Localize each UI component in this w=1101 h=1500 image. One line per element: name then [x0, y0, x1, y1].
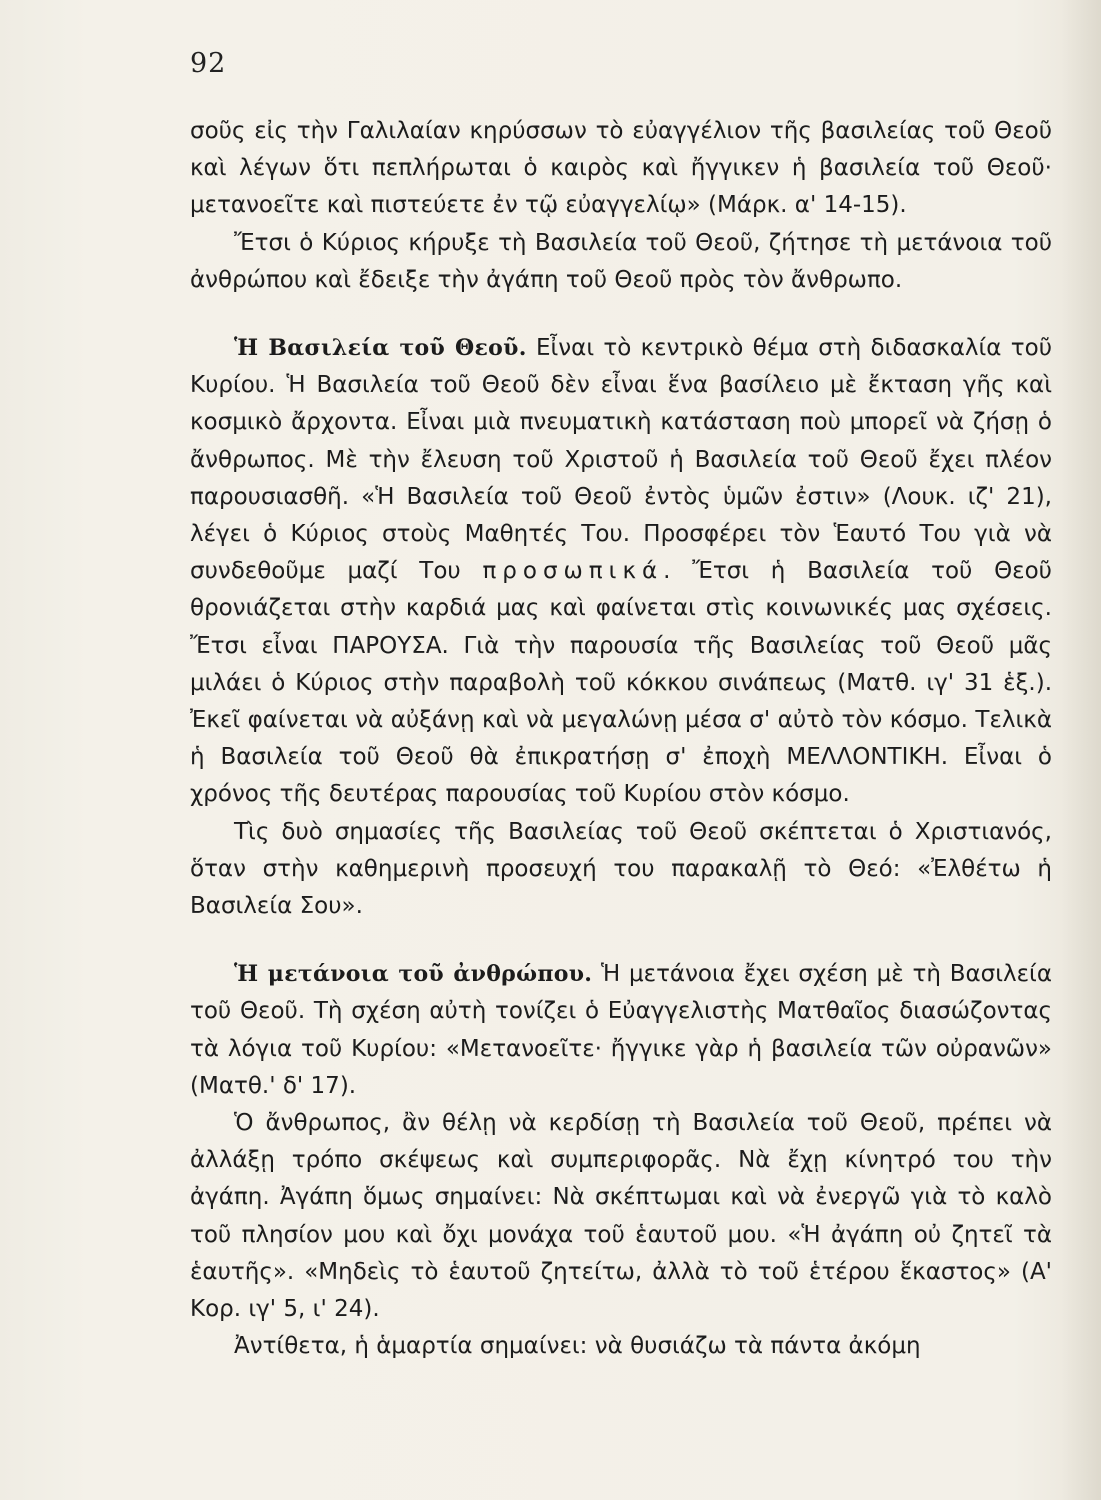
- page-body: [190, 113, 1052, 1366]
- section-kingdom: [190, 330, 1052, 814]
- section-title-repentance: Ἡ μετάνοια τοῦ ἀνθρώπου.: [234, 961, 593, 988]
- section-repentance-text: Ἡ μετάνοια ἔχει σχέση μὲ τὴ Βασιλεία τοῦ Θεοῦ. Τὴ σχέση αὐτὴ τονίζει ὁ Εὐαγγελιστὴς Ματθαῖος διασώζοντας τὰ λόγια τοῦ Κυρίου: «Μετανοεῖτε· ἤγγικε γὰρ ἡ βασιλεία τῶν οὐρανῶν» (Ματθ.' δ' 17).: [190, 961, 1052, 1099]
- section-title-kingdom: Ἡ Βασιλεία τοῦ Θεοῦ.: [234, 335, 527, 362]
- paragraph-two-meanings: Τὶς δυὸ σημασίες τῆς Βασιλείας τοῦ Θεοῦ σκέπτεται ὁ Χριστιανός, ὅταν στὴν καθημερινὴ προσευχή του παρακαλῇ τὸ Θεό: «Ἐλθέτω ἡ Βασιλεία Σου».: [190, 818, 1052, 920]
- section-gap: [190, 925, 1052, 956]
- paragraph-love: Ὁ ἄνθρωπος, ἂν θέλῃ νὰ κερδίσῃ τὴ Βασιλεία τοῦ Θεοῦ, πρέπει νὰ ἀλλάξῃ τρόπο σκέψεως καὶ συμπεριφορᾶς. Νὰ ἔχῃ κίνητρό του τὴν ἀγάπη. Ἀγάπη ὅμως σημαίνει: Νὰ σκέπτωμαι καὶ νὰ ἐνεργῶ γιὰ τὸ καλὸ τοῦ πλησίον μου καὶ ὄχι μονάχα τοῦ ἑαυτοῦ μου. «Ἡ ἀγάπη οὐ ζητεῖ τὰ ἑαυτῆς». «Μηδεὶς τὸ ἑαυτοῦ ζητείτω, ἀλλὰ τὸ τοῦ ἑτέρου ἕκαστος» (Α' Κορ. ιγ' 5, ι' 24).: [190, 1110, 1052, 1323]
- paragraph-continuation: σοῦς εἰς τὴν Γαλιλαίαν κηρύσσων τὸ εὐαγγέλιον τῆς βασιλείας τοῦ Θεοῦ καὶ λέγων ὅτι πεπλήρωται ὁ καιρὸς καὶ ἤγγικεν ἡ βασιλεία τοῦ Θεοῦ· μετανοεῖτε καὶ πιστεύετε ἐν τῷ εὐαγγελίῳ» (Μάρκ. α' 14-15).: [190, 118, 1052, 219]
- paragraph-summary: Ἔτσι ὁ Κύριος κήρυξε τὴ Βασιλεία τοῦ Θεοῦ, ζήτησε τὴ μετάνοια τοῦ ἀνθρώπου καὶ ἔδειξε τὴν ἀγάπη τοῦ Θεοῦ πρὸς τὸν ἄνθρωπο.: [190, 229, 1052, 293]
- paragraph-sin: Ἀντίθετα, ἡ ἁμαρτία σημαίνει: νὰ θυσιάζω τὰ πάντα ἀκόμη: [234, 1333, 921, 1360]
- section-gap: [190, 299, 1052, 330]
- page-number: 92: [190, 48, 227, 79]
- section-kingdom-text-b: . Ἔτσι ἡ Βασιλεία τοῦ Θεοῦ θρονιάζεται στὴν καρδιά μας καὶ φαίνεται στὶς κοινωνικές μας σχέσεις. Ἔτσι εἶναι ΠΑΡΟΥΣΑ. Γιὰ τὴν παρουσία τῆς Βασιλείας τοῦ Θεοῦ μᾶς μιλάει ὁ Κύριος στὴν παραβολὴ τοῦ κόκκου σινάπεως (Ματθ. ιγ' 31 ἑξ.). Ἐκεῖ φαίνεται νὰ αὐξάνῃ καὶ νὰ μεγαλώνῃ μέσα σ' αὐτὸ τὸν κόσμο. Τελικὰ ἡ Βασιλεία τοῦ Θεοῦ θὰ ἐπικρατήσῃ σ' ἐποχὴ ΜΕΛΛΟΝΤΙΚΗ. Εἶναι ὁ χρόνος τῆς δευτέρας παρουσίας τοῦ Κυρίου στὸν κόσμο.: [190, 558, 1052, 808]
- section-kingdom-spaced-word: προσωπικά: [482, 558, 664, 585]
- section-repentance: [190, 956, 1052, 1105]
- section-kingdom-text-a: Εἶναι τὸ κεντρικὸ θέμα στὴ διδασκαλία τοῦ Κυρίου. Ἡ Βασιλεία τοῦ Θεοῦ δὲν εἶναι ἕνα βασίλειο μὲ ἔκταση γῆς καὶ κοσμικὸ ἄρχοντα. Εἶναι μιὰ πνευματικὴ κατάσταση ποὺ μπορεῖ νὰ ζήσῃ ὁ ἄνθρωπος. Μὲ τὴν ἔλευση τοῦ Χριστοῦ ἡ Βασιλεία τοῦ Θεοῦ ἔχει πλέον παρουσιασθῆ. «Ἡ Βασιλεία τοῦ Θεοῦ ἐντὸς ὑμῶν ἐστιν» (Λουκ. ιζ' 21), λέγει ὁ Κύριος στοὺς Μαθητές Του. Προσφέρει τὸν Ἑαυτό Του γιὰ νὰ συνδεθοῦμε μαζί Του: [190, 335, 1053, 585]
- page-edge-shadow: [1061, 0, 1101, 1500]
